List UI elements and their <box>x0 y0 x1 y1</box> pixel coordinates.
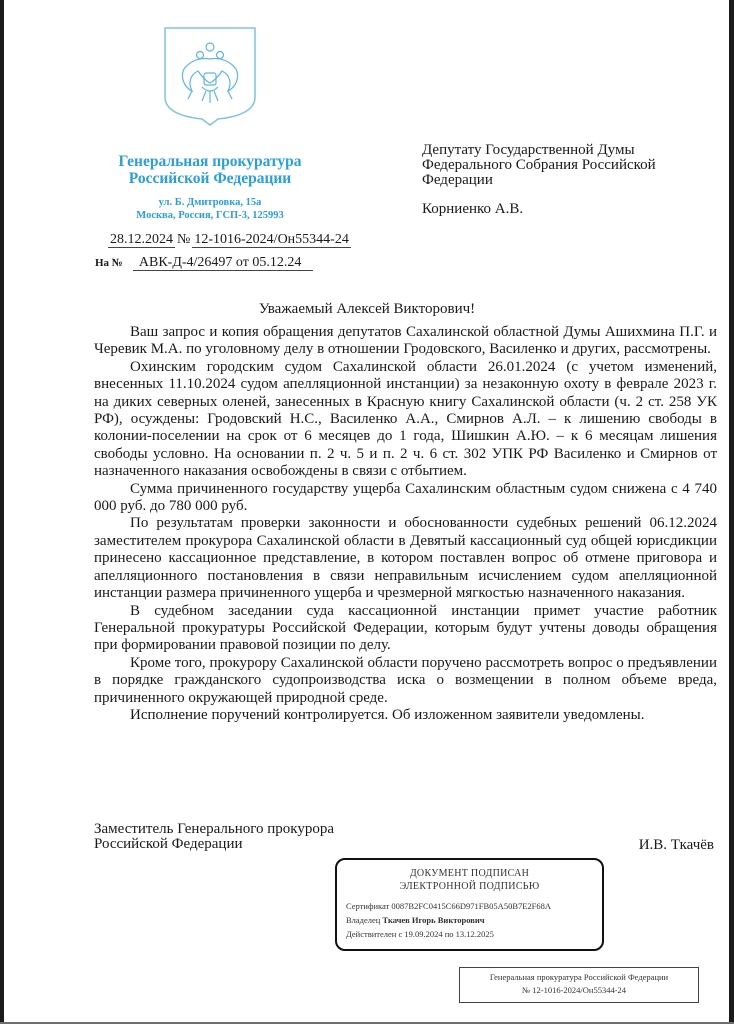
registration-date: 28.12.2024 <box>110 232 173 247</box>
addressee-line3: Федерации <box>422 172 493 188</box>
body-paragraph: В судебном заседании суда кассационной инстанции примет участие работник Генеральной прокуратуры Российской Федерации, которым будут учтены доводы обращения при формировании правовой позиции по делу. <box>94 602 717 654</box>
number-sign: № <box>177 232 191 247</box>
body-paragraph: Сумма причиненного государству ущерба Сахалинским областным судом снижена с 4 740 000 руб. до 780 000 руб. <box>94 480 717 515</box>
signatory-position <box>94 822 334 852</box>
salutation: Уважаемый Алексей Викторович! <box>258 301 476 317</box>
letterhead <box>100 25 320 222</box>
esig-validity-row <box>346 927 602 941</box>
esig-title-line1: ДОКУМЕНТ ПОДПИСАН <box>409 868 530 879</box>
addressee-line1: Депутату Государственной Думы <box>422 142 635 158</box>
position-line1: Заместитель Генерального прокурора <box>94 821 335 837</box>
body-paragraph: По результатам проверки законности и обоснованности судебных решений 06.12.2024 заместителем прокурора Сахалинской области в Девятый кассационный суд общей юрисдикции принесено кассационное представление, в котором поставлен вопрос об отмене приговора и апелляционного постановления в связи неправильным исчислением судом апелляционной инстанции размера причиненного ущерба и чрезмерной мягкостью назначенного наказания. <box>94 515 717 602</box>
body-paragraph: Кроме того, прокурору Сахалинской области поручено рассмотреть вопрос о предъявлении в порядке гражданского судопроизводства иска о возмещении в полном объеме вреда, причиненного окружающей природной среде. <box>94 654 717 706</box>
position-line2: Российской Федерации <box>94 836 243 852</box>
owner-label: Владелец <box>346 915 381 925</box>
body-paragraph: Исполнение поручений контролируется. Об изложенном заявители уведомлены. <box>130 706 645 723</box>
reference-label: На № <box>95 257 123 269</box>
letter-body <box>94 324 717 724</box>
russian-coat-of-arms-icon <box>162 25 258 127</box>
addressee-line2: Федерального Собрания Российской <box>422 157 656 173</box>
registration-stamp <box>459 967 699 1003</box>
stamp-org: Генеральная прокуратура Российской Федерации <box>489 972 669 982</box>
validity-to-label: по <box>444 929 454 939</box>
certificate-value: 0087B2FC0415C66D971FB05A50B7E2F68A <box>391 901 552 911</box>
electronic-signature-stamp <box>335 858 604 951</box>
reference-value: АВК-Д-4/26497 от 05.12.24 <box>133 255 313 271</box>
org-address-line2: Москва, Россия, ГСП-3, 125993 <box>136 210 284 221</box>
page-frame-right <box>729 0 734 1024</box>
body-paragraph: Охинским городским судом Сахалинской области 26.01.2024 (с учетом изменений, внесенных 11.10.2024 судом апелляционной инстанции) за незаконную охоту в феврале 2023 г. на диких северных оленей, занесенных в Красную книгу Сахалинской области (ч. 2 ст. 258 УК РФ), осуждены: Гродовский Н.С., Василенко А.А., Смирнов А.Л. – к лишению свободы в колонии-поселении на срок от 6 месяцев до 1 года, Шишкин А.Ю. – к 6 месяцам лишения свободы условно. На основании п. 2 ч. 5 и п. 2 ч. 6 ст. 302 УПК РФ Василенко и Смирнов от назначенного наказания освобождены в связи с отбытием. <box>94 358 717 480</box>
org-address-line1: ул. Б. Дмитровка, 15а <box>158 197 262 208</box>
owner-value: Ткачев Игорь Викторович <box>382 915 485 925</box>
signer-name: И.В. Ткачёв <box>638 837 714 853</box>
org-name-line2: Российской Федерации <box>128 170 292 187</box>
esig-certificate-row <box>346 899 602 913</box>
validity-label: Действителен с <box>346 929 403 939</box>
esig-owner-row <box>346 913 602 927</box>
certificate-label: Сертификат <box>346 901 390 911</box>
page-frame-left <box>0 0 4 1024</box>
addressee-block <box>422 143 712 217</box>
valid-from: 19.09.2024 <box>404 929 443 939</box>
registration-line <box>108 232 351 248</box>
org-name-line1: Генеральная прокуратура <box>118 153 302 170</box>
addressee-name: Корниенко А.В. <box>422 201 524 217</box>
registration-number: 12-1016-2024/Он55344-24 <box>194 232 349 247</box>
stamp-number: № 12-1016-2024/Он55344-24 <box>522 985 627 995</box>
esig-title-line2: ЭЛЕКТРОННОЙ ПОДПИСЬЮ <box>399 881 540 892</box>
body-paragraph: Ваш запрос и копия обращения депутатов Сахалинской областной Думы Ашихмина П.Г. и Черевик М.А. по уголовному делу в отношении Гродовского, Василенко и других, рассмотрены. <box>94 324 717 358</box>
reference-line <box>95 255 313 271</box>
valid-to: 13.12.2025 <box>455 929 494 939</box>
